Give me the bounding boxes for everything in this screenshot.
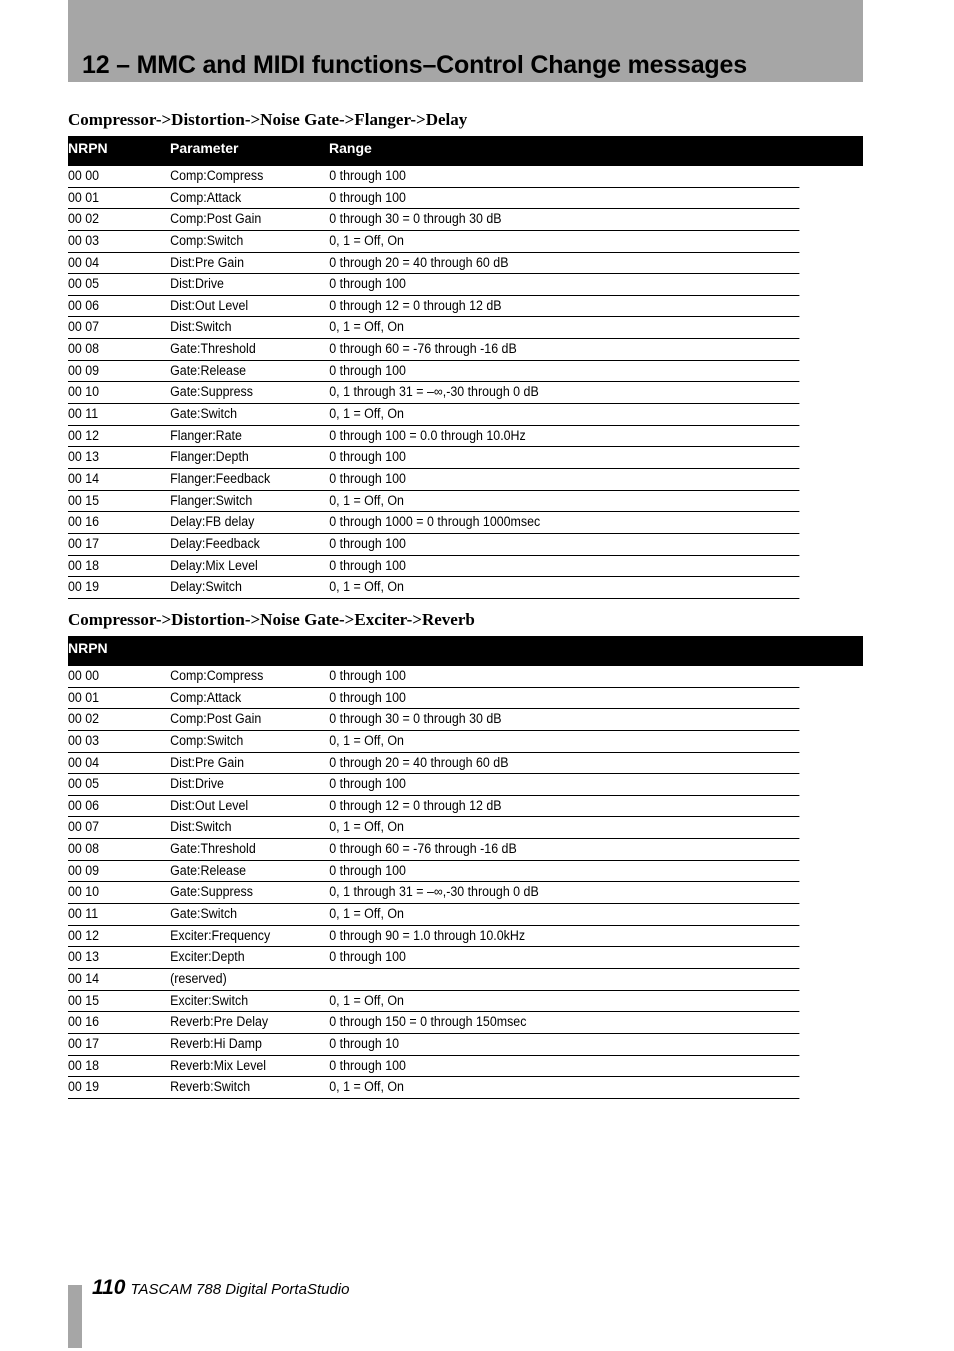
range-cell: 0 through 100 = 0.0 through 10.0Hz (329, 427, 526, 443)
range-cell: 0, 1 = Off, On (329, 579, 404, 595)
table-row (68, 753, 799, 775)
range-cell: 0 through 100 (329, 189, 406, 205)
nrpn-cell: 00 04 (68, 254, 100, 270)
nrpn-cell: 00 18 (68, 1057, 100, 1073)
nrpn-cell: 00 18 (68, 557, 100, 573)
parameter-cell: Gate:Switch (170, 906, 238, 922)
nrpn-cell: 00 12 (68, 427, 100, 443)
parameter-cell: Reverb:Pre Delay (170, 1014, 269, 1030)
table-row (68, 339, 799, 361)
parameter-cell: Comp:Post Gain (170, 211, 262, 227)
nrpn-cell: 00 13 (68, 949, 100, 965)
parameter-cell: Gate:Threshold (170, 841, 256, 857)
table-row (68, 861, 799, 883)
parameter-cell: Dist:Drive (170, 776, 224, 792)
parameter-cell: Dist:Switch (170, 819, 232, 835)
table-row (68, 491, 799, 513)
parameter-cell: Comp:Switch (170, 732, 244, 748)
nrpn-cell: 00 11 (68, 406, 99, 422)
range-cell: 0 through 60 = -76 through -16 dB (329, 841, 517, 857)
range-cell: 0 through 100 (329, 689, 406, 705)
parameter-cell: Dist:Out Level (170, 797, 249, 813)
table-row (68, 1034, 799, 1056)
range-cell: 0 through 100 (329, 449, 406, 465)
parameter-cell: Gate:Suppress (170, 884, 253, 900)
range-cell: 0 through 12 = 0 through 12 dB (329, 797, 502, 813)
parameter-cell: Comp:Attack (170, 689, 242, 705)
range-cell: 0, 1 = Off, On (329, 992, 404, 1008)
range-cell: 0 through 100 (329, 535, 406, 551)
table-row (68, 882, 799, 904)
table-row (68, 1012, 799, 1034)
table-row (68, 296, 799, 318)
parameter-cell: Delay:FB delay (170, 514, 255, 530)
range-cell: 0 through 20 = 40 through 60 dB (329, 254, 509, 270)
parameter-cell: Comp:Compress (170, 668, 264, 683)
nrpn-cell: 00 16 (68, 514, 100, 530)
nrpn-cell: 00 01 (68, 189, 100, 205)
parameter-cell: (reserved) (170, 970, 227, 986)
range-cell: 0, 1 = Off, On (329, 1079, 404, 1095)
table-row (68, 839, 799, 861)
nrpn-cell: 00 09 (68, 362, 100, 378)
parameter-cell: Comp:Post Gain (170, 711, 262, 727)
table-row (68, 731, 799, 753)
range-cell: 0, 1 through 31 = –∞,-30 through 0 dB (329, 384, 539, 400)
range-cell: 0, 1 = Off, On (329, 492, 404, 508)
column-header-nrpn: NRPN (68, 140, 108, 156)
table-body (68, 666, 863, 1099)
nrpn-cell: 00 06 (68, 797, 100, 813)
range-cell: 0 through 100 (329, 668, 406, 683)
range-cell: 0 through 100 (329, 862, 406, 878)
range-cell: 0, 1 = Off, On (329, 319, 404, 335)
table-row (68, 447, 799, 469)
table-row (68, 469, 799, 491)
nrpn-cell: 00 10 (68, 884, 100, 900)
nrpn-cell: 00 14 (68, 970, 100, 986)
page-number: 110 (92, 1276, 126, 1299)
range-cell: 0 through 90 = 1.0 through 10.0kHz (329, 927, 526, 943)
range-cell: 0 through 100 (329, 1057, 406, 1073)
nrpn-cell: 00 19 (68, 1079, 100, 1095)
nrpn-cell: 00 12 (68, 927, 100, 943)
table-row (68, 274, 799, 296)
table-row (68, 231, 799, 253)
nrpn-cell: 00 17 (68, 1035, 100, 1051)
table-row (68, 947, 799, 969)
table-row (68, 166, 799, 188)
table-row (68, 382, 799, 404)
table-header (68, 136, 863, 166)
nrpn-cell: 00 08 (68, 841, 100, 857)
range-cell: 0, 1 = Off, On (329, 906, 404, 922)
nrpn-cell: 00 07 (68, 319, 100, 335)
range-cell: 0, 1 = Off, On (329, 406, 404, 422)
product-name: TASCAM 788 Digital PortaStudio (130, 1281, 350, 1298)
nrpn-cell: 00 02 (68, 711, 100, 727)
table-section-exciter-reverb (68, 608, 863, 1099)
table-row (68, 969, 799, 991)
nrpn-cell: 00 16 (68, 1014, 100, 1030)
range-cell: 0, 1 through 31 = –∞,-30 through 0 dB (329, 884, 539, 900)
nrpn-cell: 00 17 (68, 535, 100, 551)
parameter-cell: Dist:Pre Gain (170, 254, 244, 270)
parameter-cell: Delay:Feedback (170, 535, 260, 551)
parameter-cell: Gate:Suppress (170, 384, 253, 400)
nrpn-cell: 00 00 (68, 668, 100, 683)
parameter-cell: Dist:Pre Gain (170, 754, 244, 770)
table-row (68, 1056, 799, 1078)
table-heading: Compressor->Distortion->Noise Gate->Exciter->Reverb (68, 610, 475, 629)
column-header-range: Range (329, 140, 372, 156)
parameter-cell: Delay:Switch (170, 579, 242, 595)
table-row (68, 666, 799, 688)
parameter-cell: Reverb:Mix Level (170, 1057, 267, 1073)
nrpn-cell: 00 07 (68, 819, 100, 835)
range-cell: 0 through 100 (329, 168, 406, 183)
chapter-header (68, 0, 863, 82)
parameter-cell: Reverb:Hi Damp (170, 1035, 262, 1051)
column-header-parameter: Parameter (170, 140, 239, 156)
table-row (68, 361, 799, 383)
parameter-cell: Flanger:Rate (170, 427, 242, 443)
nrpn-cell: 00 08 (68, 341, 100, 357)
parameter-cell: Exciter:Switch (170, 992, 249, 1008)
parameter-cell: Flanger:Switch (170, 492, 253, 508)
range-cell: 0 through 20 = 40 through 60 dB (329, 754, 509, 770)
parameter-cell: Dist:Drive (170, 276, 224, 292)
page-title: 12 – MMC and MIDI functions–Control Change messages (82, 51, 747, 79)
range-cell: 0 through 150 = 0 through 150msec (329, 1014, 527, 1030)
nrpn-cell: 00 03 (68, 732, 100, 748)
nrpn-cell: 00 19 (68, 579, 100, 595)
nrpn-cell: 00 00 (68, 168, 100, 183)
table-section-flanger-delay (68, 108, 863, 599)
table-row (68, 796, 799, 818)
range-cell: 0 through 12 = 0 through 12 dB (329, 297, 502, 313)
nrpn-cell: 00 05 (68, 276, 100, 292)
parameter-cell: Flanger:Feedback (170, 470, 271, 486)
parameter-cell: Comp:Compress (170, 168, 264, 183)
range-cell: 0 through 30 = 0 through 30 dB (329, 211, 502, 227)
table-row (68, 317, 799, 339)
table-row (68, 534, 799, 556)
nrpn-cell: 00 09 (68, 862, 100, 878)
table-row (68, 512, 799, 534)
parameter-cell: Comp:Attack (170, 189, 242, 205)
table-header (68, 636, 863, 666)
parameter-cell: Dist:Out Level (170, 297, 249, 313)
nrpn-cell: 00 04 (68, 754, 100, 770)
table-row (68, 253, 799, 275)
range-cell: 0 through 100 (329, 362, 406, 378)
page-footer (92, 1276, 349, 1300)
column-header-nrpn: NRPN (68, 640, 108, 656)
nrpn-cell: 00 03 (68, 232, 100, 248)
parameter-cell: Gate:Switch (170, 406, 238, 422)
table-row (68, 926, 799, 948)
range-cell: 0 through 100 (329, 776, 406, 792)
range-cell: 0, 1 = Off, On (329, 232, 404, 248)
nrpn-cell: 00 11 (68, 906, 99, 922)
nrpn-cell: 00 01 (68, 689, 100, 705)
table-row (68, 426, 799, 448)
table-row (68, 209, 799, 231)
table-row (68, 774, 799, 796)
range-cell: 0 through 100 (329, 276, 406, 292)
nrpn-cell: 00 15 (68, 492, 100, 508)
footer-bar (68, 1285, 82, 1348)
nrpn-cell: 00 02 (68, 211, 100, 227)
table-row (68, 817, 799, 839)
nrpn-cell: 00 05 (68, 776, 100, 792)
range-cell: 0 through 100 (329, 557, 406, 573)
table-row (68, 577, 799, 599)
parameter-cell: Exciter:Depth (170, 949, 245, 965)
parameter-cell: Gate:Release (170, 362, 247, 378)
parameter-cell: Exciter:Frequency (170, 927, 271, 943)
nrpn-cell: 00 10 (68, 384, 100, 400)
range-cell: 0, 1 = Off, On (329, 819, 404, 835)
table-row (68, 556, 799, 578)
parameter-cell: Dist:Switch (170, 319, 232, 335)
range-cell: 0 through 1000 = 0 through 1000msec (329, 514, 541, 530)
nrpn-cell: 00 14 (68, 470, 100, 486)
range-cell: 0 through 100 (329, 470, 406, 486)
range-cell: 0 through 100 (329, 949, 406, 965)
parameter-cell: Gate:Release (170, 862, 247, 878)
table-row (68, 709, 799, 731)
table-body (68, 166, 863, 599)
table-row (68, 904, 799, 926)
range-cell: 0 through 60 = -76 through -16 dB (329, 341, 517, 357)
nrpn-cell: 00 13 (68, 449, 100, 465)
nrpn-cell: 00 06 (68, 297, 100, 313)
table-row (68, 404, 799, 426)
parameter-cell: Reverb:Switch (170, 1079, 251, 1095)
parameter-cell: Comp:Switch (170, 232, 244, 248)
parameter-cell: Delay:Mix Level (170, 557, 258, 573)
range-cell: 0 through 30 = 0 through 30 dB (329, 711, 502, 727)
table-row (68, 991, 799, 1013)
table-row (68, 688, 799, 710)
parameter-cell: Gate:Threshold (170, 341, 256, 357)
table-row (68, 188, 799, 210)
parameter-cell: Flanger:Depth (170, 449, 249, 465)
nrpn-cell: 00 15 (68, 992, 100, 1008)
table-heading: Compressor->Distortion->Noise Gate->Flanger->Delay (68, 110, 468, 129)
range-cell: 0 through 10 (329, 1035, 400, 1051)
range-cell: 0, 1 = Off, On (329, 732, 404, 748)
table-row (68, 1077, 799, 1099)
